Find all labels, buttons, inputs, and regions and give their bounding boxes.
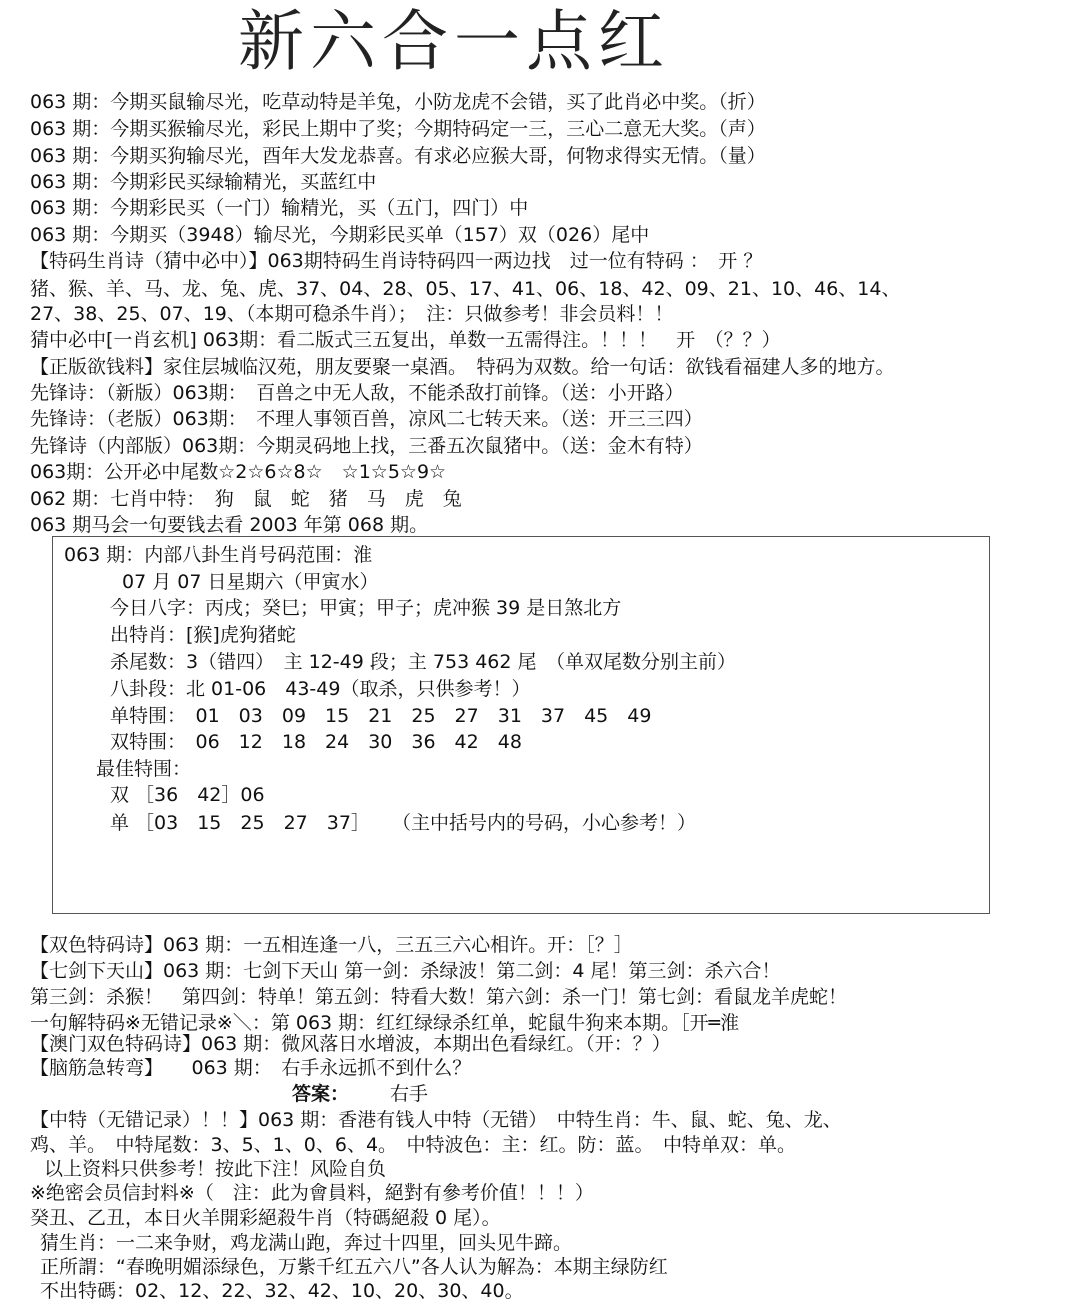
text-line-4: 063 期：今期彩民买绿输精光，买蓝红中	[30, 171, 377, 193]
box-date: 07 月 07 日星期六（甲寅水）	[122, 571, 379, 593]
box-odd-range: 单特围： 01 03 09 15 21 25 27 31 37 45 49	[110, 705, 652, 727]
box-note: （主中括号内的号码，小心参考！）	[392, 812, 697, 834]
text-line-3: 063 期：今期买狗输尽光，酉年大发龙恭喜。有求必应猴大哥，何物求得实无情。（量）	[30, 145, 766, 167]
text-line-26: 以上资料只供参考！按此下注！风险自负	[44, 1158, 387, 1180]
text-line-24: 【中特（无错记录）！！】063 期：香港有钱人中特（无错） 中特生肖：牛、鼠、蛇、兔、龙、	[30, 1109, 842, 1131]
answer-label: 答案：	[292, 1083, 350, 1105]
box-bazi: 今日八字：丙戌；癸巳；甲寅；甲子；虎冲猴 39 是日煞北方	[110, 597, 622, 619]
text-line-2: 063 期：今期买猴输尽光，彩民上期中了奖；今期特码定一三，三心二意无大奖。（声）	[30, 118, 766, 140]
text-line-23: 【脑筋急转弯】 063 期： 右手永远抓不到什么？	[30, 1057, 472, 1079]
text-line-13: 先锋诗：（老版）063期： 不理人事领百兽，凉风二七转天来。（送：开三三四）	[30, 408, 703, 430]
text-line-8: 猪、猴、羊、马、龙、兔、虎、37、04、28、05、17、41、06、18、42、09、21、10、46、14、	[30, 278, 901, 300]
text-line-11: 【正版欲钱料】家住层城临汉苑，朋友要聚一桌酒。 特码为双数。给一句话：欲钱看福建人多的地方。	[30, 356, 895, 378]
text-line-28: 癸丑、乙丑，本日火羊開彩絕殺牛肖（特碼絕殺 0 尾）。	[30, 1207, 501, 1229]
box-best-even: 双 ［36 42］06	[110, 784, 265, 806]
text-line-31: 不出特碼：02、12、22、32、42、10、20、30、40。	[40, 1280, 524, 1302]
text-line-12: 先锋诗：（新版）063期： 百兽之中无人敌，不能杀敌打前锋。（送：小开路）	[30, 382, 684, 404]
text-line-30: 正所謂：“春晚明媚添绿色，万紫千红五六八”各人认为解為：本期主绿防红	[40, 1256, 668, 1278]
text-line-17: 063 期马会一句要钱去看 2003 年第 068 期。	[30, 514, 429, 536]
box-header: 063 期：内部八卦生肖号码范围：淮	[64, 544, 373, 566]
text-line-14: 先锋诗（内部版）063期：今期灵码地上找，三番五次鼠猪中。（送：金木有特）	[30, 435, 703, 457]
text-line-27: ※绝密会员信封料※（ 注：此为會員料，絕對有參考价值！！！）	[30, 1182, 594, 1204]
text-line-10: 猜中必中[一肖玄机] 063期：看二版式三五复出，单数一五需得注。！！！ 开 （？？）	[30, 329, 781, 351]
text-line-5: 063 期：今期彩民买（一门）输精光，买（五门，四门）中	[30, 197, 529, 219]
text-line-29: 猜生肖：一二来争财，鸡龙满山跑，奔过十四里，回头见牛蹄。	[40, 1232, 573, 1254]
box-best-label: 最佳特围：	[96, 758, 192, 780]
text-line-7: 【特码生肖诗（猜中必中）】063期特码生肖诗特码四一两边找 过一位有特码 ： 开 ？	[30, 250, 763, 272]
text-line-9: 27、38、25、07、19、（本期可稳杀牛肖）； 注：只做参考！非会员料！！	[30, 303, 674, 325]
text-line-20: 第三剑：杀猴！ 第四剑：特单！第五剑：特看大数！第六剑：杀一门！第七剑：看鼠龙羊虎蛇！	[30, 986, 848, 1008]
answer-value: 右手	[390, 1083, 429, 1105]
box-zodiac: 出特肖：[猴]虎狗猪蛇	[110, 624, 296, 646]
text-line-16: 062 期：七肖中特： 狗 鼠 蛇 猪 马 虎 兔	[30, 488, 462, 510]
page-title: 新六合一点红	[238, 3, 670, 80]
box-kill-tail: 杀尾数：3（错四） 主 12-49 段；主 753 462 尾 （单双尾数分别主前）	[110, 651, 737, 673]
text-line-18: 【双色特码诗】063 期：一五相连逢一八，三五三六心相许。开：［？］	[30, 934, 633, 956]
box-bagua: 八卦段：北 01-06 43-49（取杀，只供参考！）	[110, 678, 531, 700]
text-line-25: 鸡、羊。 中特尾数：3、5、1、0、6、4。 中特波色：主：红。防：蓝。 中特单双：单。	[30, 1134, 797, 1156]
text-line-19: 【七剑下天山】063 期：七剑下天山 第一剑：杀绿波！第二剑：4 尾！第三剑：杀六合！	[30, 960, 781, 982]
text-line-6: 063 期：今期买（3948）输尽光，今期彩民买单（157）双（026）尾中	[30, 224, 650, 246]
text-line-22: 【澳门双色特码诗】063 期：微风落日水增波，本期出色看绿红。（开：？）	[30, 1033, 671, 1055]
box-even-range: 双特围： 06 12 18 24 30 36 42 48	[110, 731, 522, 753]
text-line-15: 063期：公开必中尾数☆2☆6☆8☆ ☆1☆5☆9☆	[30, 461, 447, 483]
text-line-1: 063 期：今期买鼠输尽光，吃草动特是羊兔，小防龙虎不会错，买了此肖必中奖。（折）	[30, 91, 766, 113]
box-best-odd: 单 ［03 15 25 27 37］	[110, 812, 370, 834]
text-line-21: 一句解特码※无错记录※＼：第 063 期：红红绿绿杀红单，蛇鼠牛狗来本期。［开═淮	[30, 1012, 740, 1034]
